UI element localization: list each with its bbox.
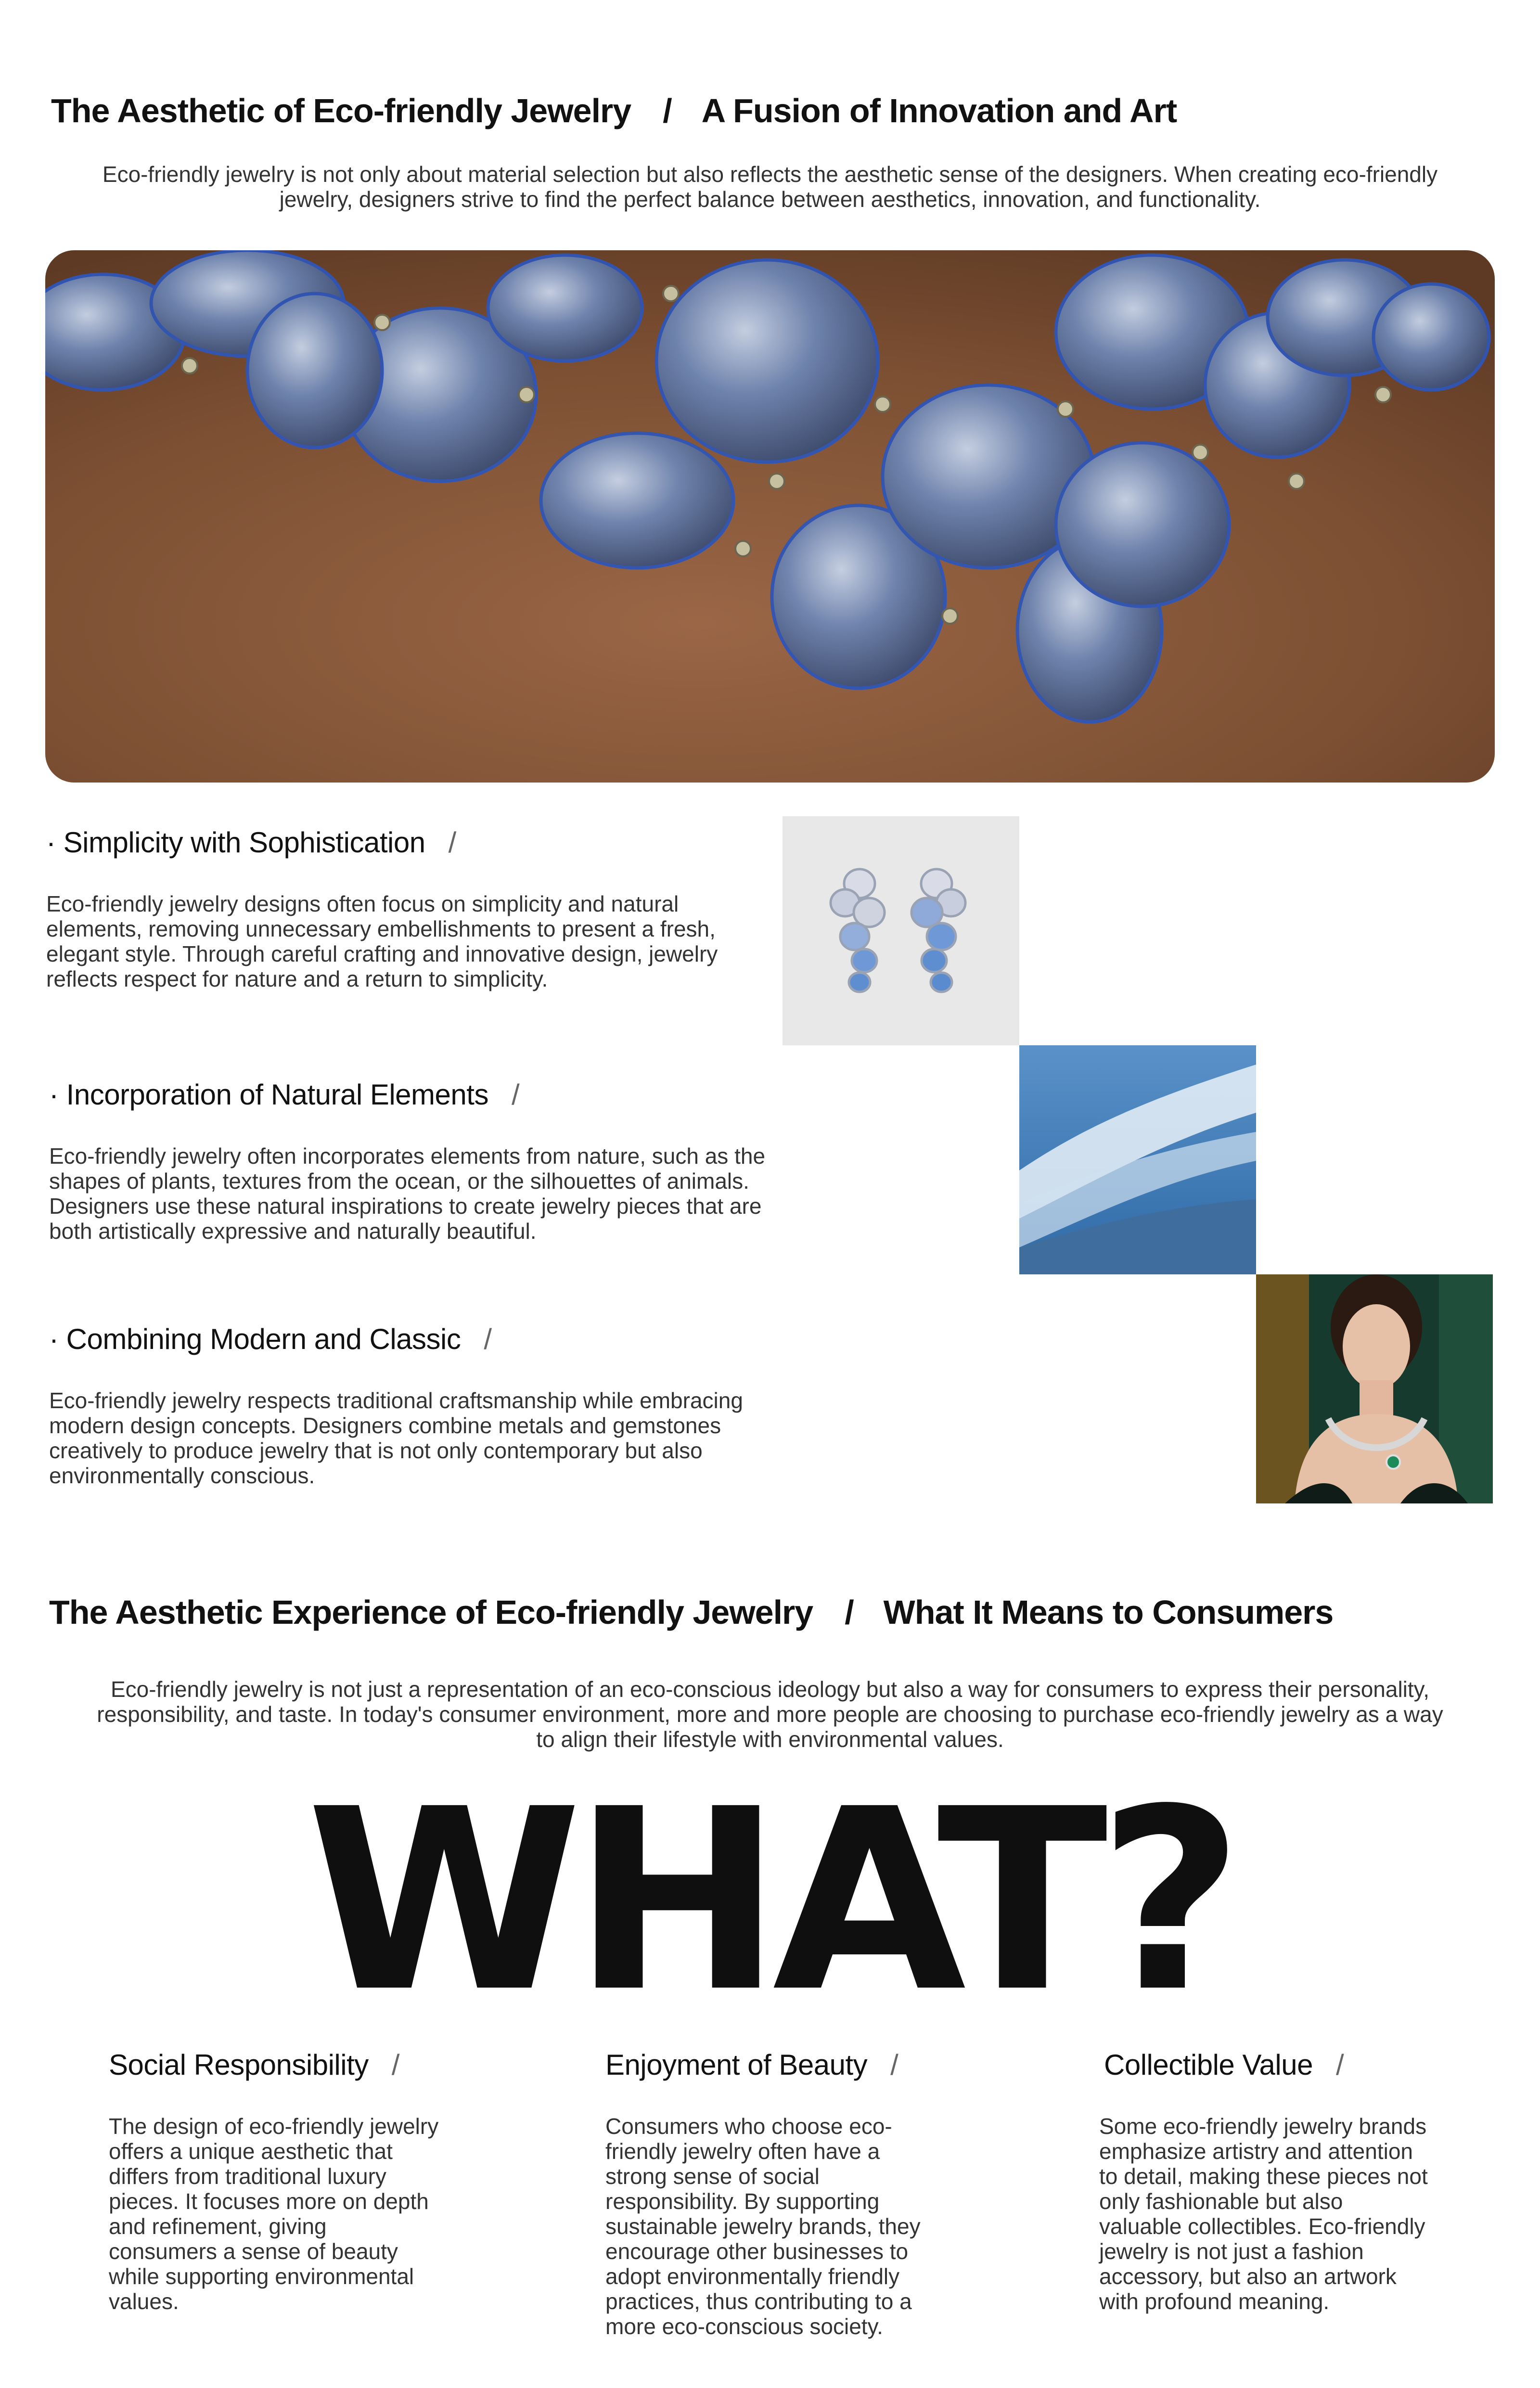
feature-text-modern-classic: Eco-friendly jewelry respects traditional craftsmanship while embracing modern design concepts. Designers combine metals and gemstones creatively to produce jewelry that is not only contemporary but also environmentally conscious. [49, 1388, 743, 1488]
section2-title-left: The Aesthetic Experience of Eco-friendly Jewelry [49, 1593, 813, 1631]
title-separator: / [484, 1323, 492, 1355]
feature-text-natural: Eco-friendly jewelry often incorporates elements from nature, such as the shapes of plants, textures from the ocean, or the silhouettes of animals. Designers use these natural inspirations to create jewelry pieces that are both artistically expressive and naturally beautiful. [49, 1143, 766, 1244]
title-separator: / [890, 2049, 898, 2081]
title-separator: / [448, 826, 456, 859]
title-separator: / [391, 2049, 399, 2081]
section1-title-left: The Aesthetic of Eco-friendly Jewelry [51, 92, 631, 129]
column-title-social [109, 2048, 399, 2081]
section1-title [51, 91, 1177, 130]
earrings-image [783, 816, 1019, 1045]
column-text-beauty: Consumers who choose eco-friendly jewelry often have a strong sense of social responsibility. By supporting sustainable jewelry brands, they encourage other businesses to adopt environmentally friendly practices, thus contributing to a more eco-conscious society. [605, 2114, 921, 2339]
big-what-heading: WHAT? [306, 1755, 1234, 2047]
column-title-text: Enjoyment of Beauty [605, 2049, 868, 2081]
feature-title-modern-classic [49, 1322, 492, 1356]
column-title-text: Collectible Value [1104, 2049, 1313, 2081]
title-separator: / [511, 1078, 520, 1111]
feature-title-natural [49, 1078, 519, 1111]
section1-intro: Eco-friendly jewelry is not only about material selection but also reflects the aesthetic sense of the designers. When creating eco-friendly jewelry, designers strive to find the perfect balance between aesthetics, innovation, and functionality. [102, 162, 1438, 212]
column-title-text: Social Responsibility [109, 2049, 369, 2081]
feature-title-text: · Simplicity with Sophistication [46, 826, 425, 859]
feature-text-simplicity: Eco-friendly jewelry designs often focus on simplicity and natural elements, removing unnecessary embellishments to present a fresh, elegant style. Through careful crafting and innovative design, jewelry reflects respect for nature and a return to simplicity. [46, 891, 718, 991]
feature-title-simplicity [46, 826, 456, 859]
section1-title-right: A Fusion of Innovation and Art [701, 92, 1177, 129]
feature-title-text: · Combining Modern and Classic [49, 1323, 461, 1355]
ocean-wave-image [1019, 1045, 1256, 1274]
feature-title-text: · Incorporation of Natural Elements [49, 1078, 488, 1111]
section2-intro: Eco-friendly jewelry is not just a representation of an eco-conscious ideology but also a way for consumers to express their personality, responsibility, and taste. In today's consumer environment, more and more people are choosing to purchase eco-friendly jewelry as a way to align their lifestyle with environmental values. [97, 1677, 1443, 1752]
hero-necklace-image [45, 250, 1495, 783]
section2-title [49, 1593, 1333, 1631]
title-separator: / [845, 1593, 854, 1631]
title-separator: / [1335, 2049, 1344, 2081]
column-text-collectible: Some eco-friendly jewelry brands emphasize artistry and attention to detail, making these pieces not only fashionable but also valuable collectibles. Eco-friendly jewelry is not just a fashion accessory, but also an artwork with profound meaning. [1099, 2114, 1428, 2314]
title-separator: / [663, 92, 672, 129]
portrait-necklace-image [1256, 1274, 1493, 1503]
column-text-social: The design of eco-friendly jewelry offers a unique aesthetic that differs from traditional luxury pieces. It focuses more on depth and refinement, giving consumers a sense of beauty while supporting environmental values. [109, 2114, 439, 2314]
column-title-beauty [605, 2048, 898, 2081]
section2-title-right: What It Means to Consumers [883, 1593, 1334, 1631]
column-title-collectible [1104, 2048, 1344, 2081]
